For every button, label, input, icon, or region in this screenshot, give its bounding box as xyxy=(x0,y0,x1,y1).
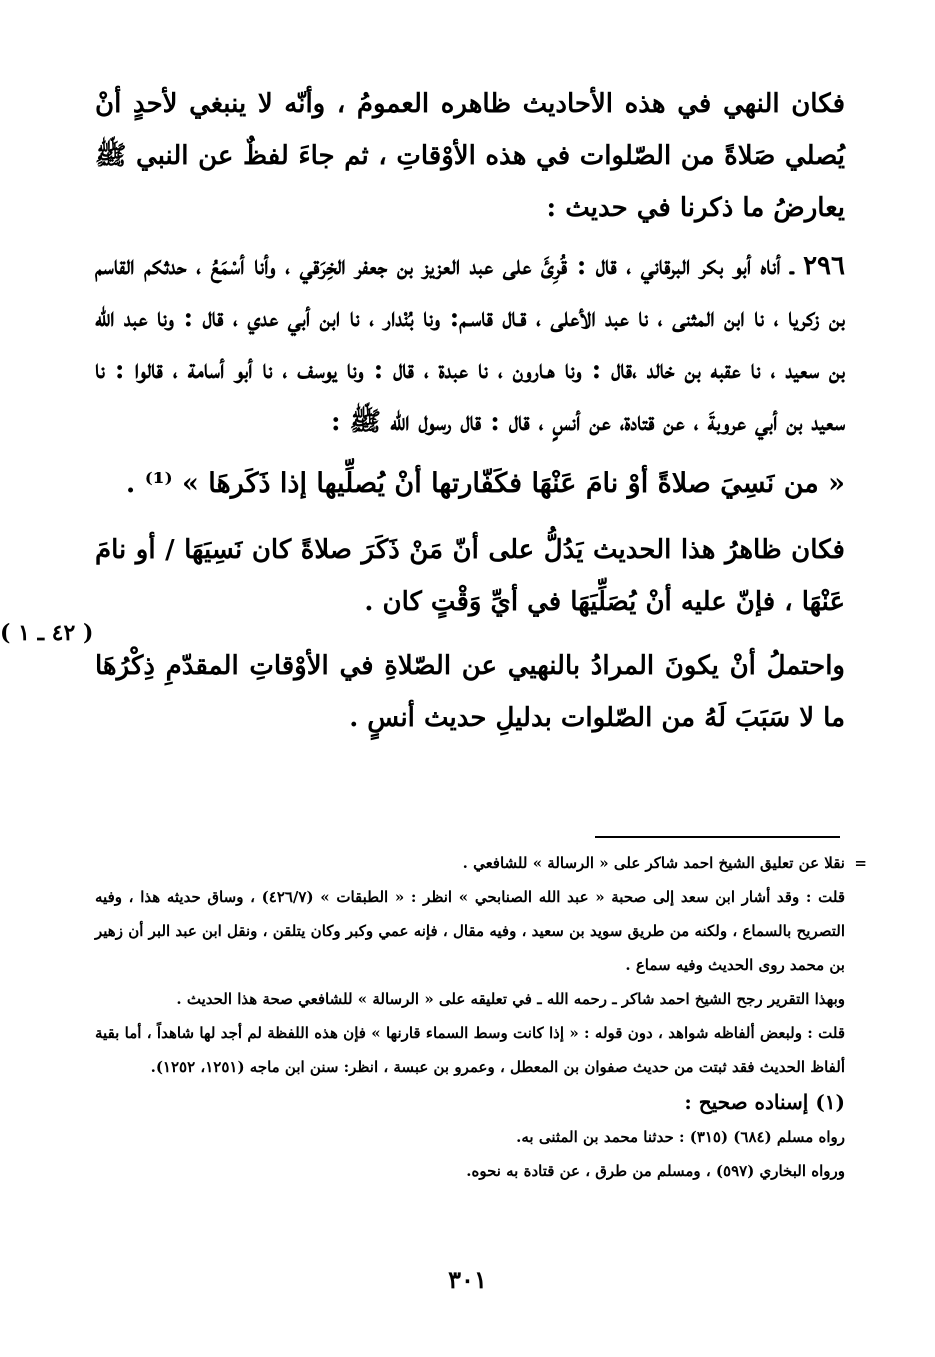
paragraph-1: فكان النهي في هذه الأحاديث ظاهره العمومُ ، وأنّه لا ينبغي لأحدٍ أنْ يُصلي صَلاةً من الصّلوات في هذه الأوْقاتِ ، ثم جاءَ لفظٌ عن النبي ﷺ يعارضُ ما ذكرنا في حديث : xyxy=(95,89,845,223)
page-number: ٣٠١ xyxy=(448,1265,487,1294)
margin-manuscript-reference: ( ٤٢ ـ ١ ) xyxy=(0,620,94,646)
paragraph-4: فكان ظاهرُ هذا الحديث يَدُلُّ على أنّ مَنْ ذَكَرَ صلاةً كان نَسِيَهَا / أو نامَ عَنْهَا ، فإنّ عليه أنْ يُصَلِّيَهَا في أيِّ وَقْتٍ كان . xyxy=(95,535,845,617)
main-text xyxy=(95,78,845,744)
footnote-1-line-2: ورواه البخاري (٥٩٧) ، ومسلم من طرق ، عن قتادة به نحوه. xyxy=(466,1162,845,1180)
footnote-paragraph-4: قلت : ولبعض ألفاظه شواهد ، دون قوله : « إذا كانت وسط السماء قارنها » فإن هذه اللفظة لم أجد لها شاهداً ، أما بقية ألفاظ الحديث فقد ثبتت من حديث صفوان بن المعطل ، وعمرو بن عبسة ، انظر: سنن ابن ماجه (١٢٥١، ١٢٥٢). xyxy=(95,1024,845,1076)
footnote-paragraph-3: وبهذا التقرير رجح الشيخ احمد شاكر ـ رحمه الله ـ في تعليقه على « الرسالة » للشافعي صحة هذا الحديث . xyxy=(176,990,845,1008)
footnote-line-1: = نقلا عن تعليق الشيخ احمد شاكر على « الرسالة » للشافعي . xyxy=(95,846,845,880)
paragraph-2-text: أناه أبو بكر البرقاني ، قال : قُرِئَ على عبد العزيز بن جعفر الخِرَقي ، وأنا أسْمَعُ ، حدثكم القاسم بن زكريا ، نا ابن المثنى ، نا عبد الأعلى ، قـال قاسـم: ونا بُنْدار ، نا ابن أبي عدي ، قال : ونا عبد الله بن سعيد ، نا عقبه بن خالد ،قال : ونا هـارون ، نا عبدة ، قال : ونا يوسف ، نا أبو أسامة ، قالوا : نا سعيد بن أبي عروبةَ ، عن قتادة، عن أنسٍ ، قال : قال رسول الله ﷺ : xyxy=(95,251,845,437)
paragraph-5: واحتملُ أنْ يكونَ المرادُ بالنهيي عن الصّلاةِ في الأوْقاتِ المقدّمِ ذِكْرُهَا ما لا سَبَبَ لَهُ من الصّلوات بدليلِ حديث أنسٍ . xyxy=(95,651,845,733)
paragraph-2 xyxy=(95,240,845,448)
hadith-quote: « من نَسِيَ صلاةً أوْ نامَ عَنْهَا فكَفّارتها أنْ يُصلِّيها إذا ذَكَرهَا » ⁽¹⁾ . xyxy=(125,468,845,499)
footnotes xyxy=(95,846,867,1188)
footnote-1-heading: (١) إسناده صحيح : xyxy=(684,1090,845,1114)
continuation-mark: = xyxy=(854,854,867,872)
footnote-divider xyxy=(595,836,840,838)
footnote-paragraph-2: قلت : وقد أشار ابن سعد إلى صحبة « عبد الله الصنابحي » انظر : « الطبقات » (٤٢٦/٧) ، وساق حديثه هذا ، وفيه التصريح بالسماع ، ولكنه من طريق سويد بن سعيد ، وفيه مقال ، فإنه عمي وكبر وكان يتلقن ، ونقل ابن عبد البر أن زهير بن محمد روى الحديث وفيه سماع . xyxy=(95,888,845,974)
hadith-number: ٢٩٦ ـ xyxy=(790,251,845,281)
footnote-1-line-1: رواه مسلم (٦٨٤) (٣١٥) : حدثنا محمد بن المثنى به. xyxy=(516,1128,845,1146)
